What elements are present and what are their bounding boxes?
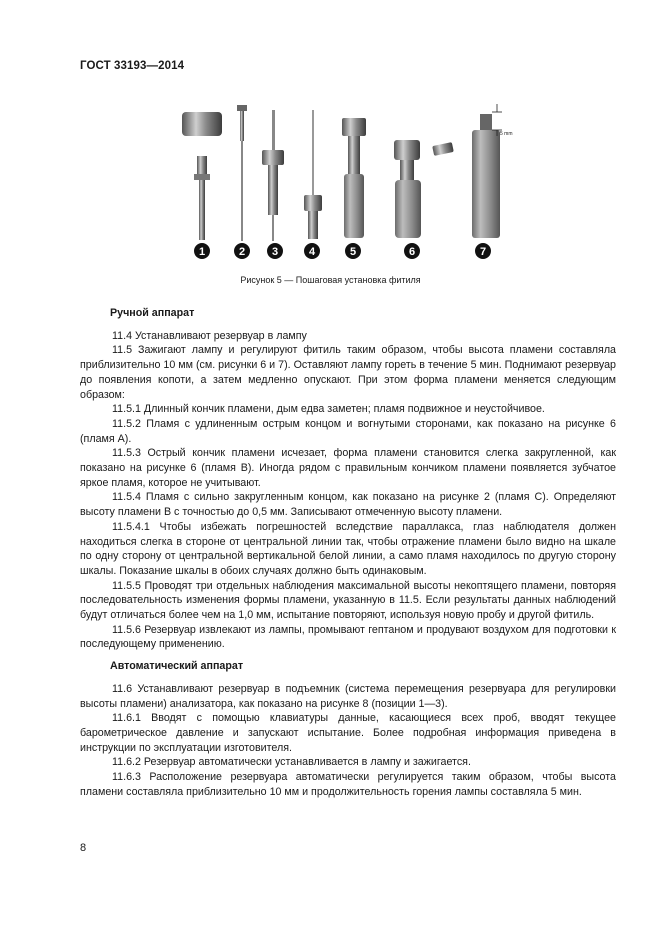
para-11-5-5: 11.5.5 Проводят три отдельных наблюдения максимальной высоты некоптящего пламени, повторяя последовательность изменения формы пламени, указанную в 11.5. Если результаты данных наблюдений будут отличаться более чем на 1,0 мм, испытание повторяют, используя новую пробу и другой фитиль. [80, 579, 616, 622]
para-11-6-2: 11.6.2 Резервуар автоматически устанавливается в лампу и зажигается. [112, 756, 471, 769]
para-11-6: 11.6 Устанавливают резервуар в подъемник (система перемещения резервуара для регулировки высоты пламени) анализатора, как показано на рисунке 8 (позиции 1—3). [80, 682, 616, 710]
manual-section [80, 306, 616, 800]
item-3-parts [262, 110, 284, 241]
para-11-5-4-1: 11.5.4.1 Чтобы избежать погрешностей вследствие параллакса, глаз наблюдателя должен находиться слегка в стороне от центральной линии так, чтобы отражение пламени было видно на шкале по одну сторону от центральной вертикальной белой линии, а само пламя находилось по другую сторону шкалы. Показание шкалы в обоих случаях должно быть одинаковым. [80, 520, 616, 577]
manual-heading: Ручной аппарат [110, 307, 195, 319]
item-6-parts [394, 140, 454, 238]
item-4-parts [304, 110, 322, 239]
position-2: 2 [238, 246, 246, 258]
item-2-parts [237, 105, 247, 241]
wick-steps-illustration [150, 92, 530, 267]
position-3: 3 [271, 246, 279, 258]
position-5: 5 [349, 246, 357, 258]
item-5-parts [342, 118, 366, 238]
para-11-5: 11.5 Зажигают лампу и регулируют фитиль таким образом, чтобы высота пламени составляла приблизительно 10 мм (см. рисунки 6 и 7). Оставляют лампу гореть в течение 5 мин. Поднимают резервуар до появления копоти, а затем медленно опускают. При этом форма пламени меняется следующим образом: [80, 344, 616, 401]
auto-heading: Автоматический аппарат [110, 660, 244, 673]
para-11-6-3: 11.6.3 Расположение резервуара автоматически регулируется таким образом, чтобы высота пламени составляла приблизительно 10 мм и продолжительность горения лампы составляла 5 мин. [80, 771, 616, 798]
figure-caption: Рисунок 5 — Пошаговая установка фитиля [240, 275, 421, 285]
item-7-parts [472, 104, 513, 238]
position-markers [194, 243, 491, 259]
para-11-5-4: 11.5.4 Пламя с сильно закругленным концом, как показано на рисунке 2 (пламя С). Определяют высоту пламени В с точностью до 0,5 мм. Записывают отмеченную высоту пламени. [80, 491, 616, 519]
item-1-parts [182, 112, 222, 240]
para-11-5-3: 11.5.3 Острый кончик пламени исчезает, форма пламени становится слегка закругленной, как показано на рисунке 6 (пламя В). Иногда рядом с правильным кончиком пламени появляется зубчатое яркое пламя, которое не учитывают. [80, 447, 616, 489]
standard-header: ГОСТ 33193—2014 [80, 60, 185, 72]
para-11-6-1: 11.6.1 Вводят с помощью клавиатуры данные, касающиеся всех проб, вводят текущее барометрическое давление и запускают испытание. Более подробная информация приведена в инструкции по эксплуатации изготовителя. [80, 712, 616, 754]
para-11-4: 11.4 Устанавливают резервуар в лампу [112, 329, 307, 342]
para-11-5-6: 11.5.6 Резервуар извлекают из лампы, промывают гептаном и продувают воздухом для подготовки к последующему применению. [80, 623, 616, 651]
para-11-5-2: 11.5.2 Пламя с удлиненным острым концом и вогнутыми сторонами, как показано на рисунке 6 (пламя А). [80, 417, 616, 445]
position-7: 7 [479, 246, 487, 258]
position-6: 6 [408, 246, 416, 258]
wick-installation-figure [150, 92, 530, 267]
position-4: 4 [308, 246, 316, 258]
para-11-5-1: 11.5.1 Длинный кончик пламени, дым едва заметен; пламя подвижное и неустойчивое. [112, 403, 545, 416]
page-number: 8 [80, 842, 87, 854]
position-1: 1 [198, 246, 206, 258]
dimension-label: 5 mm [500, 131, 513, 137]
